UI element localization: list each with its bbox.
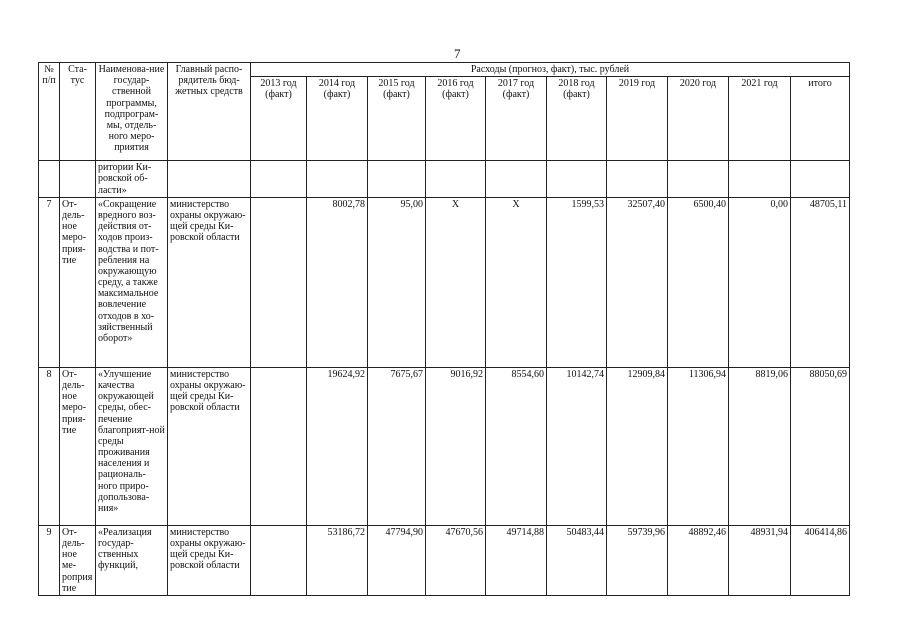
row-value: 8002,78 [307,197,368,367]
row-value: 8554,60 [486,367,547,525]
header-year: 2017 год (факт) [486,77,547,161]
row-value [251,367,307,525]
row-num: 8 [39,367,60,525]
row-value [426,161,486,198]
row-value: 53186,72 [307,525,368,595]
row-value: 1599,53 [547,197,607,367]
row-total [791,161,850,198]
row-executor: министерство охраны окружаю-щей среды Ки-ровской области [168,197,251,367]
row-value: 10142,74 [547,367,607,525]
row-name: «Улучшение качества окружающей среды, обес-печение благоприят-ной среды проживания населения и рациональ-ного приро-допользова-ния» [96,367,168,525]
row-value: 49714,88 [486,525,547,595]
row-value: 12909,84 [607,367,668,525]
expenses-table [38,62,850,596]
row-status: От-дель-ное ме-роприятие [60,525,96,595]
row-status [60,161,96,198]
header-year: 2019 год [607,77,668,161]
row-value: X [426,197,486,367]
row-executor: министерство охраны окружаю-щей среды Ки-ровской области [168,525,251,595]
row-num [39,161,60,198]
header-num: № п/п [39,63,60,161]
header-year: 2015 год (факт) [368,77,426,161]
row-value [668,161,729,198]
header-year: 2016 год (факт) [426,77,486,161]
header-year: 2018 год (факт) [547,77,607,161]
row-value: 95,00 [368,197,426,367]
row-total: 48705,11 [791,197,850,367]
row-value: 8819,06 [729,367,791,525]
row-name: «Реализация государ-ственных функций, [96,525,168,595]
row-value: 0,00 [729,197,791,367]
row-value: 32507,40 [607,197,668,367]
row-name: ритории Ки-ровской об-ласти» [96,161,168,198]
row-value: 7675,67 [368,367,426,525]
header-year: 2020 год [668,77,729,161]
row-value [251,161,307,198]
row-value: 48931,94 [729,525,791,595]
table-row [39,161,850,198]
table-row [39,525,850,595]
header-executor: Главный распо-рядитель бюд-жетных средств [168,63,251,161]
row-executor [168,161,251,198]
row-status: От-дель-ное меро-прия-тие [60,197,96,367]
row-value [368,161,426,198]
row-executor: министерство охраны окружаю-щей среды Ки-ровской области [168,367,251,525]
header-expenses: Расходы (прогноз, факт), тыс. рублей [251,63,850,77]
row-value: 48892,46 [668,525,729,595]
row-value: 47794,90 [368,525,426,595]
table-row [39,367,850,525]
header-year: 2021 год [729,77,791,161]
row-value [251,197,307,367]
header-year: 2014 год (факт) [307,77,368,161]
header-total: итого [791,77,850,161]
row-value: 19624,92 [307,367,368,525]
row-value: 11306,94 [668,367,729,525]
page-number: 7 [454,46,461,61]
table-row [39,197,850,367]
row-value: 9016,92 [426,367,486,525]
header-year: 2013 год (факт) [251,77,307,161]
row-value: 50483,44 [547,525,607,595]
row-value [607,161,668,198]
header-status: Ста-тус [60,63,96,161]
row-value [729,161,791,198]
row-total: 88050,69 [791,367,850,525]
row-status: От-дель-ное меро-прия-тие [60,367,96,525]
row-num: 7 [39,197,60,367]
row-value: 6500,40 [668,197,729,367]
row-num: 9 [39,525,60,595]
row-value: X [486,197,547,367]
row-value [547,161,607,198]
row-value [251,525,307,595]
header-name: Наименова-ние государ-ственной программы, подпрограм-мы, отдель-ного меро-приятия [96,63,168,161]
row-value: 47670,56 [426,525,486,595]
row-value [486,161,547,198]
row-value [307,161,368,198]
row-name: «Сокращение вредного воз-действия от-ходов произ-водства и пот-ребления на окружающую среду, а также максимальное вовлечение отходов в хо-зяйственный оборот» [96,197,168,367]
row-value: 59739,96 [607,525,668,595]
row-total: 406414,86 [791,525,850,595]
